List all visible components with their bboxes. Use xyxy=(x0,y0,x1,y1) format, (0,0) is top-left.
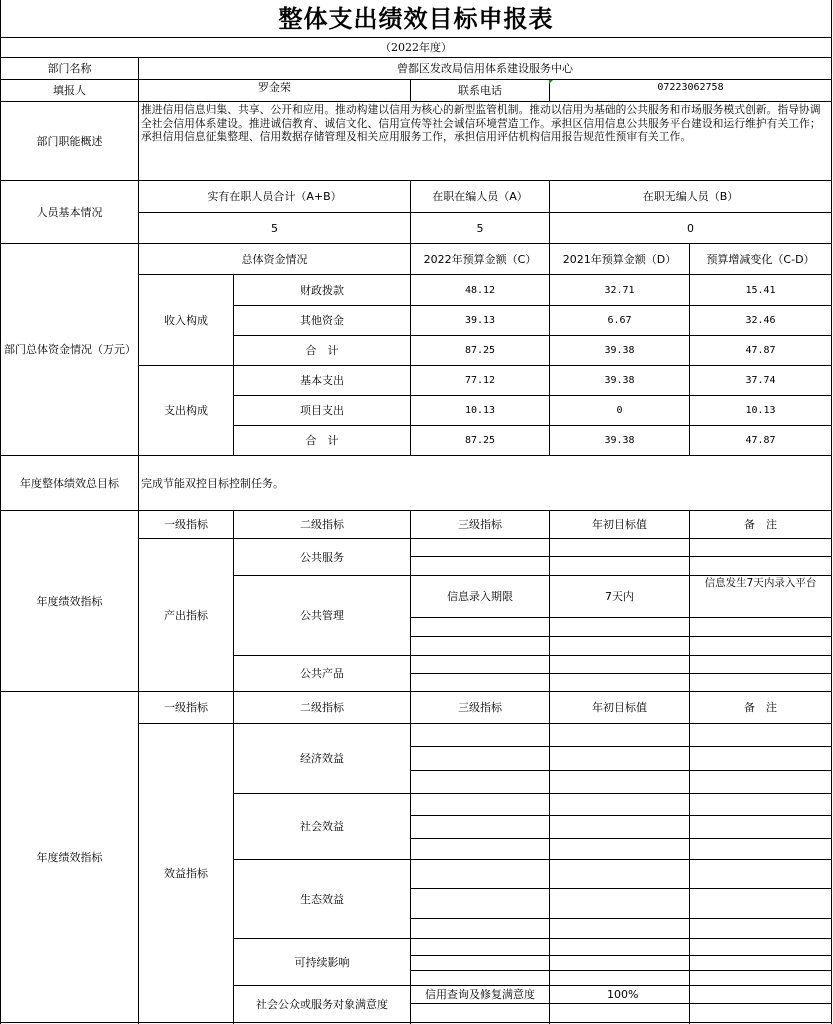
perf-benefit-level2-social: 社会效益 xyxy=(300,820,344,833)
perf-benefit-level2-economic: 经济效益 xyxy=(300,752,344,765)
perf-output-label: 年度绩效指标 xyxy=(36,594,103,608)
expense-row-cd: 37.74 xyxy=(745,375,776,386)
filler-label: 填报人 xyxy=(53,84,86,97)
dept-name-value: 曾都区发改局信用体系建设服务中心 xyxy=(397,62,573,75)
expense-total-name: 合 计 xyxy=(305,434,339,447)
staff-value-a: 5 xyxy=(476,221,484,235)
expense-row-name: 基本支出 xyxy=(300,374,344,387)
funds-col-cd: 预算增减变化（C-D） xyxy=(706,252,815,266)
perf-output-level3: 信息录入期限 xyxy=(447,590,513,603)
income-row-cd: 15.41 xyxy=(745,284,776,296)
expense-row-cd: 10.13 xyxy=(745,405,776,416)
perf-benefit-level2-satisfaction: 社会公众或服务对象满意度 xyxy=(256,997,388,1011)
perf-benefit-header-l1: 一级指标 xyxy=(164,701,208,714)
goal-label: 年度整体绩效总目标 xyxy=(20,476,119,490)
staff-header-total: 实有在职人员合计（A+B） xyxy=(207,190,342,203)
expense-row-name: 项目支出 xyxy=(300,404,344,417)
income-row-name: 财政拨款 xyxy=(300,283,344,297)
income-total-d: 39.38 xyxy=(604,345,635,356)
income-row-c: 48.12 xyxy=(464,284,496,296)
perf-benefit-label: 年度绩效指标 xyxy=(36,850,103,864)
expense-total-cd: 47.87 xyxy=(745,435,776,446)
staff-label: 人员基本情况 xyxy=(36,205,103,219)
income-row-d: 6.67 xyxy=(607,315,632,326)
function-text: 推进信用信息归集、共享、公开和应用。推动构建以信用为核心的新型监管机制。推动以信用为基础的公共服务和市场服务模式创新。指导协调全社会信用体系建设。推进诚信教育、诚信文化、信用宣传等社会诚信环境营造工作。承担区信用信息公共服务平台建设和运行维护有关工作；承担信用信息征集整理、信用数据存储管理及相关应用服务工作，承担信用评估机构信用报告规范性预审有关工作。 xyxy=(141,103,821,143)
perf-benefit-level2-ecological: 生态效益 xyxy=(300,892,344,906)
perf-output-level2-public-service: 公共服务 xyxy=(300,550,344,564)
perf-output-header-l1: 一级指标 xyxy=(164,518,208,531)
income-label: 收入构成 xyxy=(164,313,208,327)
income-row-d: 32.71 xyxy=(604,284,635,296)
dept-name-label: 部门名称 xyxy=(47,62,92,75)
perf-benefit-header-target: 年初目标值 xyxy=(592,701,647,714)
income-total-cd: 47.87 xyxy=(745,345,776,356)
perf-output-header-note: 备 注 xyxy=(744,518,777,531)
funds-col-c: 2022年预算金额（C） xyxy=(423,252,537,266)
perf-output-header-target: 年初目标值 xyxy=(592,518,647,531)
funds-header: 总体资金情况 xyxy=(241,252,308,266)
staff-header-b: 在职无编人员（B） xyxy=(642,190,739,203)
funds-col-d: 2021年预算金额（D） xyxy=(562,252,677,266)
perf-benefit-level1: 效益指标 xyxy=(164,866,208,880)
perf-benefit-level2-sustainable: 可持续影响 xyxy=(294,955,350,969)
staff-header-a: 在职在编人员（A） xyxy=(432,190,528,203)
function-label: 部门职能概述 xyxy=(36,134,103,148)
perf-benefit-target: 100% xyxy=(607,988,639,1001)
expense-row-d: 0 xyxy=(616,405,623,416)
expense-row-d: 39.38 xyxy=(604,375,635,386)
goal-text: 完成节能双控目标控制任务。 xyxy=(141,476,284,490)
phone-value: 07223062758 xyxy=(657,82,724,93)
form-year: （2022年度） xyxy=(380,41,452,54)
income-total-c: 87.25 xyxy=(464,345,496,356)
perf-output-level2-public-management: 公共管理 xyxy=(300,609,344,622)
funds-label: 部门总体资金情况（万元） xyxy=(4,343,136,356)
income-row-cd: 32.46 xyxy=(745,315,776,326)
perf-output-target: 7天内 xyxy=(605,590,634,603)
staff-value-b: 0 xyxy=(687,221,694,235)
form-title: 整体支出绩效目标申报表 xyxy=(278,4,554,33)
expense-total-d: 39.38 xyxy=(604,435,635,446)
income-row-name: 其他资金 xyxy=(300,314,344,327)
perf-output-header-l3: 三级指标 xyxy=(458,518,502,531)
expense-row-c: 10.13 xyxy=(464,405,496,416)
perf-benefit-header-l3: 三级指标 xyxy=(458,701,502,714)
income-row-c: 39.13 xyxy=(464,315,496,326)
income-total-name: 合 计 xyxy=(305,344,339,357)
staff-value-total: 5 xyxy=(271,221,278,235)
perf-output-header-l2: 二级指标 xyxy=(300,518,344,531)
perf-benefit-header-l2: 二级指标 xyxy=(300,701,344,714)
perf-benefit-header-note: 备 注 xyxy=(744,701,777,714)
perf-output-level1: 产出指标 xyxy=(164,608,208,622)
expense-row-c: 77.12 xyxy=(464,375,496,386)
perf-output-note: 信息发生7天内录入平台 xyxy=(704,576,817,589)
expense-label: 支出构成 xyxy=(164,404,208,417)
perf-benefit-level3: 信用查询及修复满意度 xyxy=(425,988,535,1001)
expense-total-c: 87.25 xyxy=(464,435,496,446)
filler-value: 罗金荣 xyxy=(258,81,291,94)
perf-output-level2-public-product: 公共产品 xyxy=(300,667,344,680)
phone-label: 联系电话 xyxy=(458,84,502,97)
